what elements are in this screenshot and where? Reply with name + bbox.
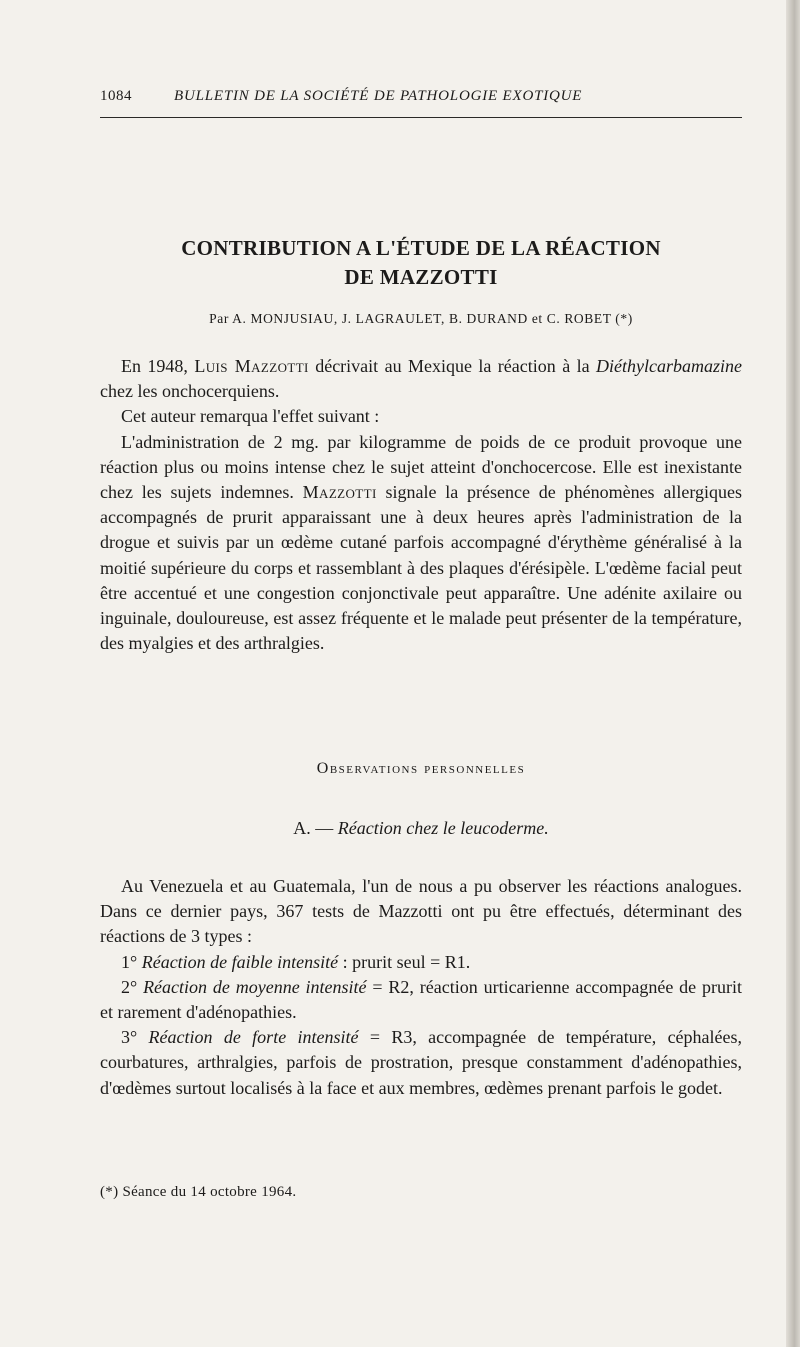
item-number: 1° — [121, 951, 142, 972]
footnote: (*) Séance du 14 octobre 1964. — [100, 1184, 297, 1200]
subsection-heading — [100, 818, 742, 839]
author-name: Mazzotti — [302, 482, 377, 503]
intro-paragraph-2: Cet auteur remarqua l'effet suivant : — [121, 406, 380, 427]
intro-paragraph-1 — [100, 354, 742, 404]
page-edge-shadow — [786, 0, 800, 1347]
text-run: En 1948, — [121, 356, 195, 376]
item-number: 3° — [121, 1027, 149, 1048]
section-heading: Observations personnelles — [316, 760, 526, 777]
intro-paragraph-3 — [100, 430, 742, 657]
article-title-line-2: DE MAZZOTTI — [344, 265, 498, 289]
item-label: Réaction de forte intensité — [148, 1027, 359, 1048]
author-name: Luis Mazzotti — [194, 356, 309, 376]
item-number: 2° — [121, 976, 144, 997]
subsection-prefix: A. — — [293, 818, 338, 838]
reaction-item-1 — [100, 950, 742, 975]
running-header — [100, 86, 742, 112]
item-label: Réaction de moyenne intensité — [143, 976, 367, 997]
article-title-line-1: CONTRIBUTION A L'ÉTUDE DE LA RÉACTION — [181, 236, 661, 260]
observations-paragraph: Au Venezuela et au Guatemala, l'un de nous a pu observer les réactions analogues. Dans ce dernier pays, 367 tests de Mazzotti ont pu être effectués, déterminant des réactions de 3 types : — [100, 876, 742, 947]
item-label: Réaction de faible intensité — [141, 951, 339, 972]
text-run: signale la présence de phénomènes allergiques accompagnés de prurit apparaissant une à deux heures après l'administration de la drogue et suivis par un œdème cutané parfois accompagné d'érythème généralisé à la moitié supérieure du corps et rassemblant à des plaques d'érésipèle. L'œdème facial peut être accentué et une congestion conjonctivale peut apparaître. Une adénite axilaire ou inguinale, douloureuse, est assez fréquente et le malade peut présenter de la température, des myalgies et des arthralgies. — [100, 482, 742, 654]
text-run: décrivait au Mexique la réaction à la — [308, 356, 597, 376]
journal-title: BULLETIN DE LA SOCIÉTÉ DE PATHOLOGIE EXOTIQUE — [174, 88, 583, 104]
header-rule — [100, 117, 742, 118]
page-number: 1084 — [100, 88, 132, 104]
text-run: chez les onchocerquiens. — [100, 381, 280, 402]
intro-text — [100, 354, 742, 656]
drug-name: Diéthylcarbamazine — [596, 356, 742, 376]
reaction-item-3 — [100, 1025, 742, 1101]
item-text: = R2, réaction urticarienne accompagnée de prurit et rarement d'adénopathies. — [100, 976, 742, 1023]
author-line: Par A. MONJUSIAU, J. LAGRAULET, B. DURAND et C. ROBET (*) — [209, 311, 633, 326]
item-text: : prurit seul = R1. — [338, 951, 471, 972]
observations-text — [100, 874, 742, 1101]
reaction-item-2 — [100, 975, 742, 1025]
subsection-title: Réaction chez le leucoderme. — [337, 818, 549, 838]
item-text: = R3, accompagnée de température, céphalées, courbatures, arthralgies, parfois de prostration, presque constamment d'adénopathies, d'œdèmes surtout localisés à la face et aux membres, œdèmes prenant parfois le godet. — [100, 1027, 743, 1098]
text-run: L'administration de 2 mg. par kilogramme de poids de ce produit provoque une réaction plus ou moins intense chez le sujet atteint d'onchocercose. Elle est inexistante chez les sujets indemnes. — [100, 431, 742, 503]
article-title — [100, 234, 742, 292]
